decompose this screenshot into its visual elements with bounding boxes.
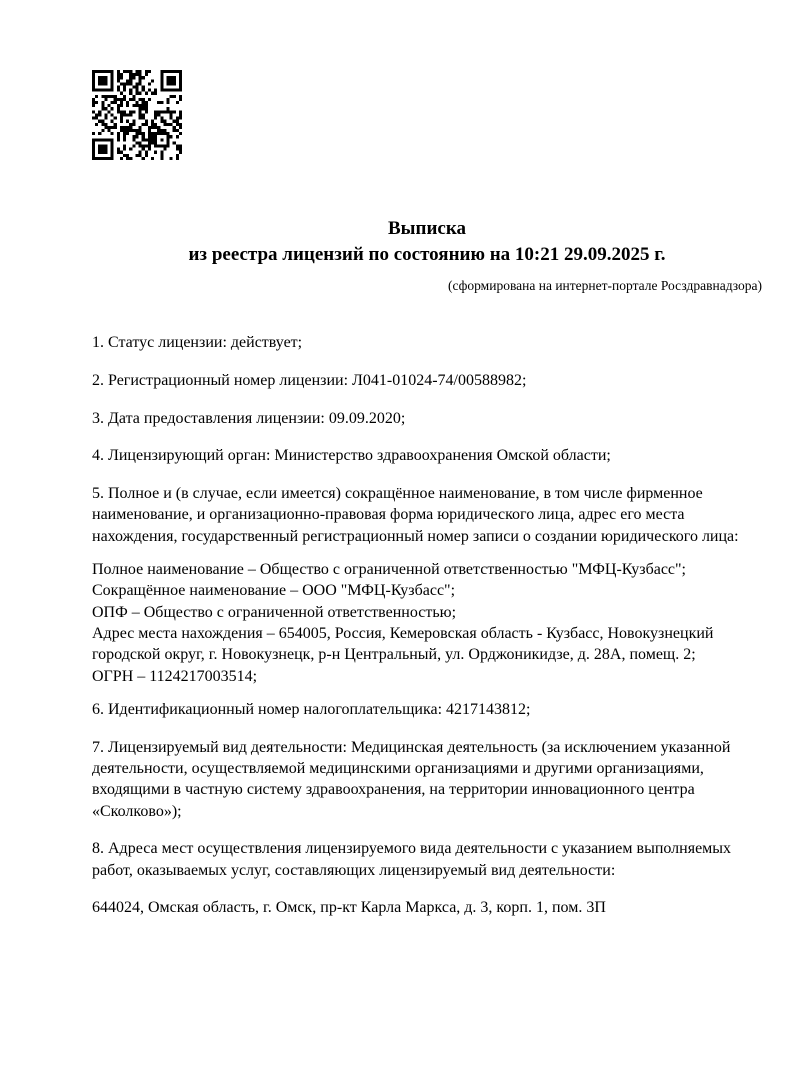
paragraph — [92, 370, 782, 391]
document-title-line-1: Выписка — [388, 218, 466, 239]
generation-note: (сформирована на интернет-портале Росздравнадзора) — [447, 278, 762, 293]
paragraph — [92, 897, 782, 918]
paragraph — [92, 332, 782, 353]
text-line: городской округ, г. Новокузнецк, р-н Центральный, ул. Орджоникидзе, д. 28А, помещ. 2; — [92, 646, 696, 664]
document-title-line-2: из реестра лицензий по состоянию на 10:21 29.09.2025 г. — [188, 244, 666, 265]
paragraph — [92, 408, 782, 429]
paragraph — [92, 559, 782, 687]
text-line: 1. Статус лицензии: действует; — [92, 334, 303, 351]
qr-code-icon — [92, 70, 182, 160]
text-line: ОГРН – 1124217003514; — [92, 667, 258, 685]
text-line: 3. Дата предоставления лицензии: 09.09.2020; — [92, 409, 406, 427]
text-line: 8. Адреса мест осуществления лицензируемого вида деятельности с указанием выполняемых — [92, 840, 732, 858]
text-line: нахождения, государственный регистрационный номер записи о создании юридического лица: — [92, 527, 739, 545]
text-line: Сокращённое наименование – ООО "МФЦ-Кузбасс"; — [92, 582, 456, 600]
paragraph — [92, 445, 782, 466]
text-line: 5. Полное и (в случае, если имеется) сокращённое наименование, в том числе фирменное — [92, 485, 703, 503]
paragraph — [92, 699, 782, 720]
text-line: входящими в частную систему здравоохранения, на территории инновационного центра — [92, 781, 695, 799]
document-body — [92, 332, 782, 919]
text-line: 6. Идентификационный номер налогоплательщика: 4217143812; — [92, 700, 531, 718]
text-line: Адрес места нахождения – 654005, Россия, Кемеровская область - Кузбасс, Новокузнецкий — [92, 624, 714, 642]
paragraph — [92, 737, 782, 822]
paragraph — [92, 838, 782, 881]
text-line: 4. Лицензирующий орган: Министерство здравоохранения Омской области; — [92, 447, 611, 465]
text-line: ОПФ – Общество с ограниченной ответственностью; — [92, 603, 457, 621]
text-line: «Сколково»); — [92, 802, 182, 820]
text-line: наименование, и организационно-правовая форма юридического лица, адрес его места — [92, 506, 685, 524]
text-line: 7. Лицензируемый вид деятельности: Медицинская деятельность (за исключением указанной — [92, 738, 731, 756]
text-line: деятельности, осуществляемой медицинскими организациями и другими организациями, — [92, 759, 704, 777]
document-title — [92, 216, 762, 268]
paragraph — [92, 483, 782, 547]
text-line: работ, оказываемых услуг, составляющих лицензируемый вид деятельности: — [92, 861, 616, 879]
text-line: Полное наименование – Общество с ограниченной ответственностью "МФЦ-Кузбасс"; — [92, 561, 686, 579]
text-line: 2. Регистрационный номер лицензии: Л041-01024-74/00588982; — [92, 371, 527, 389]
text-line: 644024, Омская область, г. Омск, пр-кт Карла Маркса, д. 3, корп. 1, пом. 3П — [92, 899, 606, 917]
